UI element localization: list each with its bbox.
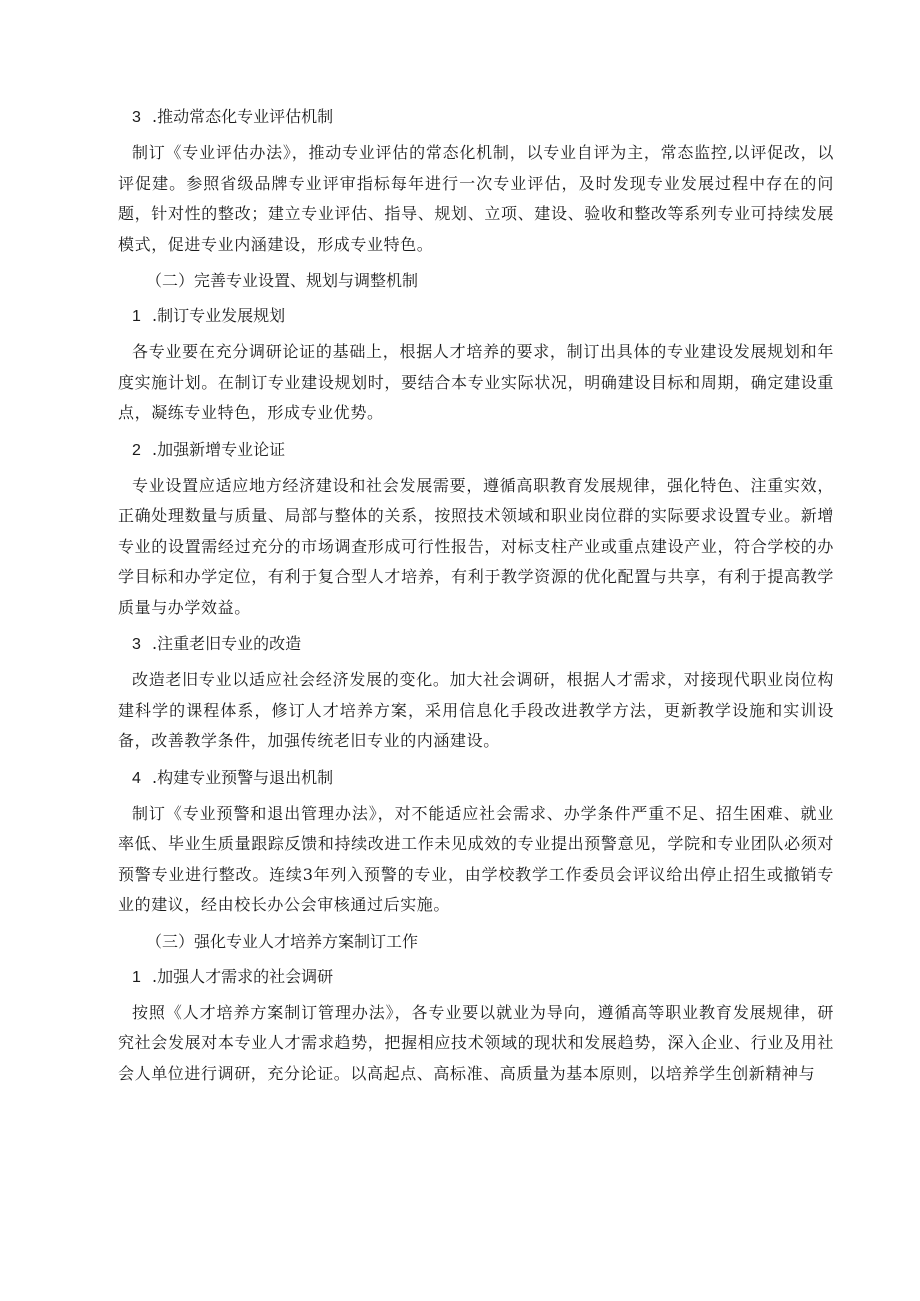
paragraph: 专业设置应适应地方经济建设和社会发展需要，遵循高职教育发展规律，强化特色、注重实效，正确处理数量与质量、局部与整体的关系，按照技术领域和职业岗位群的实际要求设置专业。新增专业的设置需经过充分的市场调查形成可行性报告，对标支柱产业或重点建设产业，符合学校的办学目标和办学定位，有利于复合型人才培养，有利于教学资源的优化配置与共享，有利于提高教学质量与办学效益。	[118, 475, 834, 617]
section-heading	[118, 962, 834, 992]
heading-number: 4	[132, 769, 141, 787]
subsection-heading: （二）完善专业设置、规划与调整机制	[146, 271, 419, 290]
section-heading	[118, 435, 834, 465]
subsection-heading: （三）强化专业人才培养方案制订工作	[146, 931, 419, 951]
section-heading	[118, 301, 834, 331]
paragraph: 制订《专业预警和退出管理办法》，对不能适应社会需求、办学条件严重不足、招生困难、就业率低、毕业生质量跟踪反馈和持续改进工作未见成效的专业提出预警意见，学院和专业团队必须对预警专业进行整改。连续3年列入预警的专业，由学校教学工作委员会评议给出停止招生或撤销专业的建议，经由校长办公会审核通过后实施。	[118, 803, 834, 914]
paragraph: 各专业要在充分调研论证的基础上，根据人才培养的要求，制订出具体的专业建设发展规划和年度实施计划。在制订专业建设规划时，要结合本专业实际状况，明确建设目标和周期，确定建设重点，凝练专业特色，形成专业优势。	[118, 342, 834, 422]
paragraph: 按照《人才培养方案制订管理办法》，各专业要以就业为导向，遵循高等职业教育发展规律，研究社会发展对本专业人才需求趋势，把握相应技术领域的现状和发展趋势，深入企业、行业及用社会人单位进行调研，充分论证。以高起点、高标准、高质量为基本原则，以培养学生创新精神与	[118, 1002, 834, 1083]
heading-text: .推动常态化专业评估机制	[152, 107, 334, 126]
heading-text: .制订专业发展规划	[152, 306, 286, 325]
heading-text: .注重老旧专业的改造	[152, 634, 302, 653]
heading-number: 3	[132, 109, 141, 126]
section-heading	[118, 102, 834, 132]
heading-number: 3	[132, 636, 141, 653]
heading-number: 2	[132, 441, 141, 459]
document-body	[118, 102, 834, 1095]
section-heading	[118, 763, 834, 793]
paragraph: 改造老旧专业以适应社会经济发展的变化。加大社会调研，根据人才需求，对接现代职业岗位构建科学的课程体系，修订人才培养方案，采用信息化手段改进教学方法，更新教学设施和实训设备，改善教学条件，加强传统老旧专业的内涵建设。	[118, 670, 834, 750]
heading-text: .加强新增专业论证	[152, 439, 286, 459]
heading-number: 1	[132, 968, 141, 986]
heading-text: .构建专业预警与退出机制	[152, 767, 334, 787]
section-heading	[118, 629, 834, 659]
heading-number: 1	[132, 308, 141, 325]
heading-text: .加强人才需求的社会调研	[152, 966, 334, 986]
paragraph: 制订《专业评估办法》，推动专业评估的常态化机制，以专业自评为主，常态监控,以评促改，以评促建。参照省级品牌专业评审指标每年进行一次专业评估，及时发现专业发展过程中存在的问题，针对性的整改；建立专业评估、指导、规划、立项、建设、验收和整改等系列专业可持续发展模式，促进专业内涵建设，形成专业特色。	[118, 143, 834, 254]
